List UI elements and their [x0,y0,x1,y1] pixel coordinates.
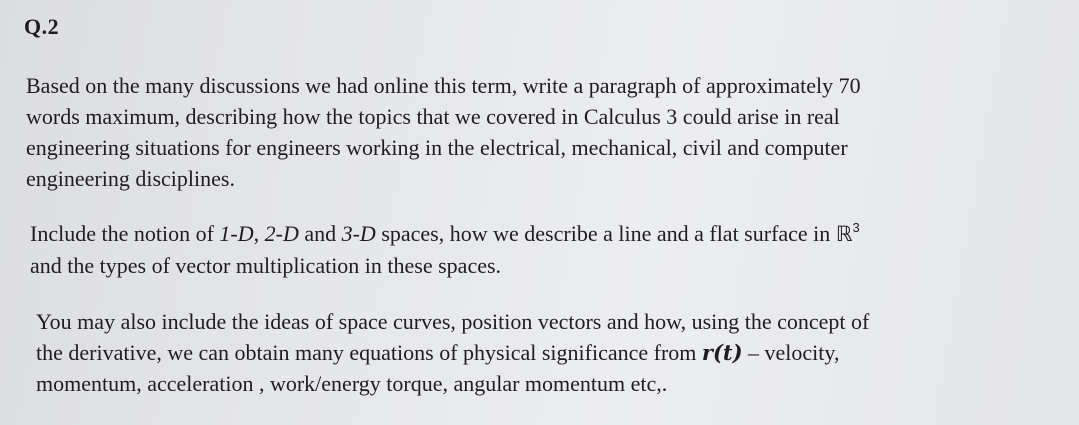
paragraph3-text: – velocity, [742,340,840,365]
paragraph2-text: spaces, how we describe a line and a flat surface in [375,221,836,246]
paragraph2-text: Include the notion of [30,221,220,246]
paragraph3-line [36,337,1066,368]
paragraph1-line: engineering situations for engineers working in the electrical, mechanical, civil and computer [26,135,848,160]
term-1d: 1-D [219,221,254,246]
term-2d: 2-D [264,221,299,246]
paragraph1-line: Based on the many discussions we had online this term, write a paragraph of approximately 70 [26,73,861,98]
paragraph-task-description [26,70,1066,194]
position-vector-expression: r(t) [701,340,743,365]
question-number: Q.2 [24,14,60,39]
real-numbers-symbol: ℝ [835,222,853,246]
paragraph1-line: words maximum, describing how the topics that we covered in Calculus 3 could arise in real [26,104,840,129]
paragraph-space-curves [36,306,1066,399]
separator: and [298,221,342,246]
paragraph2-line: and the types of vector multiplication in these spaces. [30,253,502,278]
term-3d: 3-D [341,221,376,246]
separator: , [253,221,265,246]
paragraph3-line: You may also include the ideas of space curves, position vectors and how, using the concept of [36,309,870,334]
paragraph2-line [30,212,1070,250]
paragraph1-line: engineering disciplines. [26,166,235,191]
paragraph-spaces-notion [30,212,1070,281]
real-numbers-exponent: 3 [852,220,860,235]
paragraph3-text: the derivative, we can obtain many equations of physical significance from [36,340,702,365]
paragraph3-line: momentum, acceleration , work/energy torque, angular momentum etc,. [36,371,668,396]
